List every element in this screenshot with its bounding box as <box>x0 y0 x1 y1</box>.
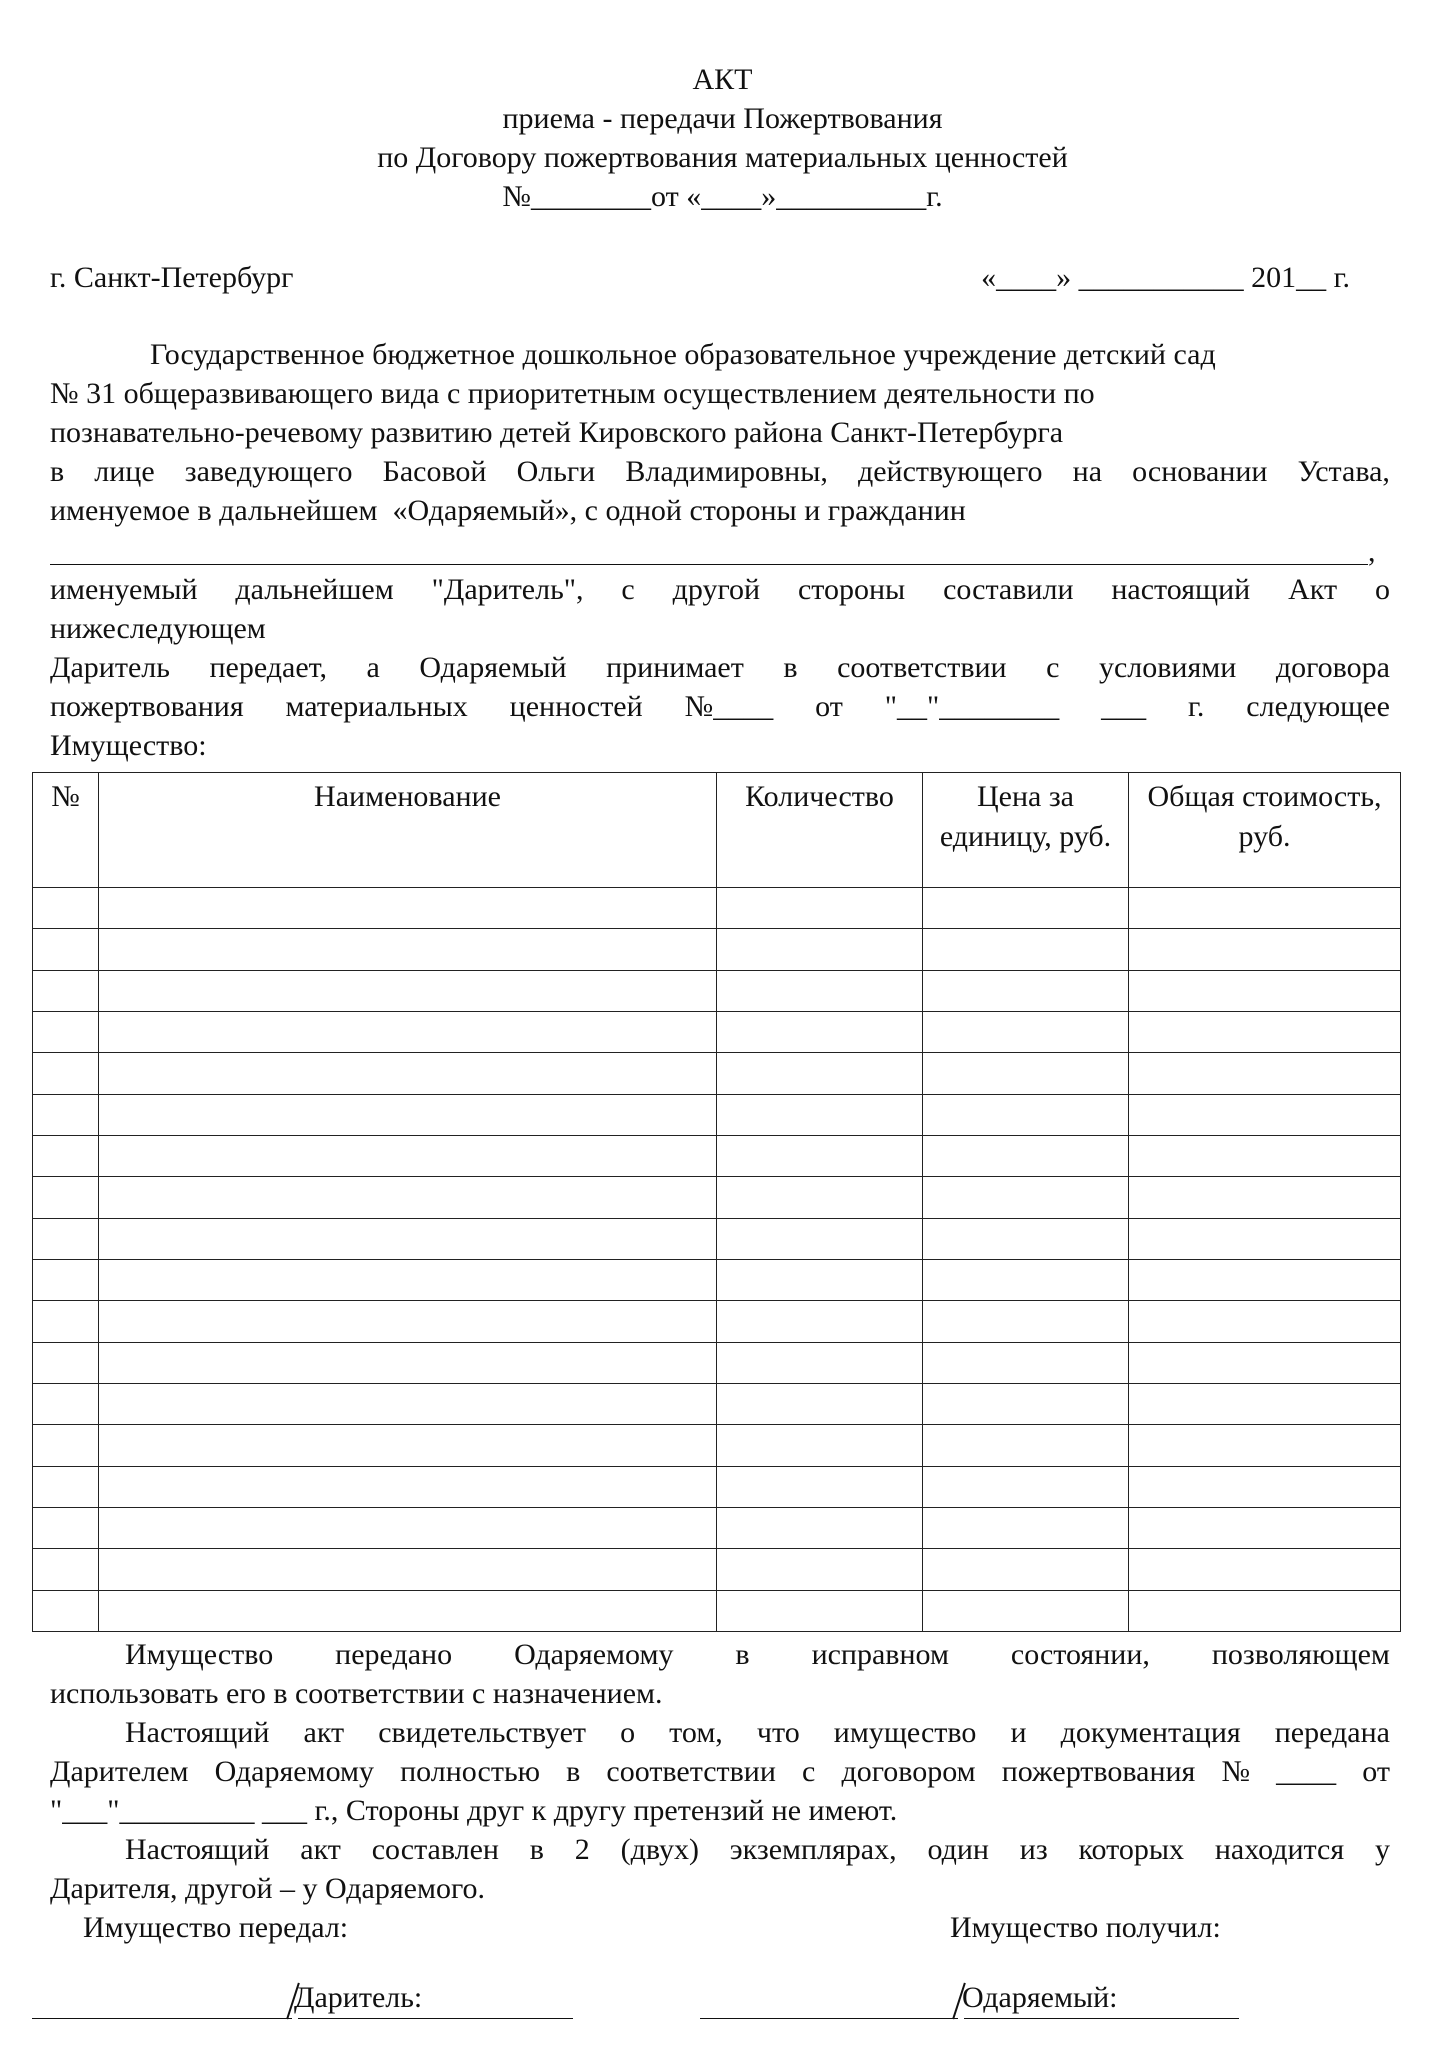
cell-total[interactable] <box>1129 1259 1401 1300</box>
word: на <box>1072 455 1103 488</box>
word: и <box>1010 1716 1027 1749</box>
word: принимает <box>606 651 744 684</box>
cell-quantity[interactable] <box>717 1383 923 1424</box>
table-row <box>33 1507 1401 1548</box>
word: заведующего <box>184 455 353 488</box>
table-row <box>33 888 1401 929</box>
table-row <box>33 1590 1401 1631</box>
cell-quantity[interactable] <box>717 1507 923 1548</box>
table-row <box>33 1383 1401 1424</box>
cell-number[interactable] <box>33 970 99 1011</box>
word: договора <box>1275 651 1390 684</box>
cell-unit-price[interactable] <box>923 1011 1129 1052</box>
word: от <box>815 690 843 723</box>
cell-number[interactable] <box>33 1053 99 1094</box>
donor-name-line[interactable] <box>298 2018 573 2019</box>
cell-total[interactable] <box>1129 1425 1401 1466</box>
table-row <box>33 1218 1401 1259</box>
word: что <box>756 1716 800 1749</box>
recipient-signature-line[interactable] <box>700 2018 958 2019</box>
col-total-header: Общая стоимость, руб. <box>1129 773 1401 888</box>
cell-unit-price[interactable] <box>923 1507 1129 1548</box>
cell-unit-price[interactable] <box>923 1549 1129 1590</box>
intro-line-4 <box>50 454 1390 490</box>
cell-number[interactable] <box>33 1507 99 1548</box>
cell-name[interactable] <box>99 929 717 970</box>
word: с <box>1046 651 1060 684</box>
word: о <box>1374 573 1390 606</box>
cell-total[interactable] <box>1129 1218 1401 1259</box>
cell-unit-price[interactable] <box>923 1053 1129 1094</box>
table-row <box>33 1053 1401 1094</box>
word: пожертвования <box>1001 1755 1196 1788</box>
cell-total[interactable] <box>1129 1383 1401 1424</box>
cell-name[interactable] <box>99 1507 717 1548</box>
cell-total[interactable] <box>1129 1549 1401 1590</box>
word: Ольги <box>516 455 596 488</box>
cell-name[interactable] <box>99 1425 717 1466</box>
word: именуемый <box>50 573 198 606</box>
cell-unit-price[interactable] <box>923 1135 1129 1176</box>
word: ___ <box>1101 690 1147 723</box>
cell-number[interactable] <box>33 1094 99 1135</box>
word: позволяющем <box>1211 1638 1390 1671</box>
word: Настоящий <box>125 1833 270 1866</box>
intro-line-8: нижеследующем <box>50 612 266 645</box>
word: соответствии <box>837 651 1007 684</box>
cell-total[interactable] <box>1129 1301 1401 1342</box>
cell-total[interactable] <box>1129 1507 1401 1548</box>
table-header-row <box>33 773 1401 888</box>
cell-number[interactable] <box>33 1259 99 1300</box>
cell-quantity[interactable] <box>717 929 923 970</box>
cell-quantity[interactable] <box>717 1053 923 1094</box>
word: в <box>529 1833 544 1866</box>
property-table <box>32 772 1401 1632</box>
table-row <box>33 929 1401 970</box>
cell-total[interactable] <box>1129 970 1401 1011</box>
cell-name[interactable] <box>99 1094 717 1135</box>
cell-number[interactable] <box>33 1549 99 1590</box>
word: Басовой <box>382 455 487 488</box>
word: Владимировны, <box>625 455 828 488</box>
closing-p3-line-1 <box>125 1832 1390 1868</box>
donor-signature-line[interactable] <box>32 2018 292 2019</box>
word: следующее <box>1246 690 1390 723</box>
citizen-name-blank[interactable] <box>50 564 1368 565</box>
cell-unit-price[interactable] <box>923 1301 1129 1342</box>
cell-name[interactable] <box>99 1135 717 1176</box>
word: стороны <box>797 573 906 606</box>
word: Устава, <box>1297 455 1390 488</box>
cell-total[interactable] <box>1129 888 1401 929</box>
table-row <box>33 1342 1401 1383</box>
table-row <box>33 1466 1401 1507</box>
word: передает, <box>209 651 327 684</box>
word: действующего <box>857 455 1043 488</box>
cell-total[interactable] <box>1129 1590 1401 1631</box>
cell-unit-price[interactable] <box>923 1590 1129 1631</box>
cell-name[interactable] <box>99 1301 717 1342</box>
cell-number[interactable] <box>33 1590 99 1631</box>
col-unit-price-header: Цена за единицу, руб. <box>923 773 1129 888</box>
intro-line-5: именуемое в дальнейшем «Одаряемый», с одной стороны и гражданин <box>50 494 966 527</box>
word: дальнейшем <box>235 573 394 606</box>
word: передано <box>335 1638 453 1671</box>
table-body <box>33 888 1401 1632</box>
intro-line-3: познавательно-речевому развитию детей Кировского района Санкт-Петербурга <box>50 416 1064 449</box>
word: № <box>1221 1755 1251 1788</box>
cell-unit-price[interactable] <box>923 929 1129 970</box>
cell-unit-price[interactable] <box>923 1218 1129 1259</box>
cell-total[interactable] <box>1129 1135 1401 1176</box>
cell-total[interactable] <box>1129 1466 1401 1507</box>
word: состоянии, <box>1010 1638 1150 1671</box>
cell-total[interactable] <box>1129 929 1401 970</box>
col-number-header: № <box>33 773 99 888</box>
word: из <box>1019 1833 1048 1866</box>
word: с <box>621 573 635 606</box>
word: у <box>1374 1833 1390 1866</box>
cell-name[interactable] <box>99 1466 717 1507</box>
table-row <box>33 1259 1401 1300</box>
intro-line-1: Государственное бюджетное дошкольное образовательное учреждение детский сад <box>150 338 1216 371</box>
intro-line-9 <box>50 650 1390 686</box>
recipient-role-label: Одаряемый: <box>962 1981 1118 2014</box>
word: полностью <box>400 1755 541 1788</box>
word: акт <box>300 1833 341 1866</box>
cell-quantity[interactable] <box>717 1425 923 1466</box>
word: составили <box>943 573 1074 606</box>
word: в <box>735 1638 750 1671</box>
cell-total[interactable] <box>1129 1177 1401 1218</box>
cell-unit-price[interactable] <box>923 970 1129 1011</box>
word: свидетельствует <box>378 1716 587 1749</box>
cell-quantity[interactable] <box>717 1177 923 1218</box>
intro-line-10 <box>50 689 1390 725</box>
word: экземплярах, <box>729 1833 897 1866</box>
intro-line-2: № 31 общеразвивающего вида с приоритетным осуществлением деятельности по <box>50 377 1095 410</box>
cell-quantity[interactable] <box>717 1342 923 1383</box>
cell-total[interactable] <box>1129 1011 1401 1052</box>
cell-name[interactable] <box>99 1259 717 1300</box>
recipient-name-line[interactable] <box>964 2018 1239 2019</box>
cell-unit-price[interactable] <box>923 888 1129 929</box>
cell-number[interactable] <box>33 1425 99 1466</box>
table-row <box>33 1177 1401 1218</box>
word: лице <box>94 455 155 488</box>
intro-line-7 <box>50 572 1390 608</box>
cell-name[interactable] <box>99 1218 717 1259</box>
word: (двух) <box>620 1833 699 1866</box>
transferred-by-caption: Имущество передал: <box>83 1911 349 1944</box>
col-name-header: Наименование <box>99 773 717 888</box>
word: имущество <box>833 1716 977 1749</box>
col-quantity-header: Количество <box>717 773 923 888</box>
word: Настоящий <box>125 1716 270 1749</box>
word: Даритель <box>50 651 170 684</box>
word: ценностей <box>509 690 643 723</box>
word: условиями <box>1098 651 1237 684</box>
word: один <box>927 1833 989 1866</box>
cell-quantity[interactable] <box>717 1301 923 1342</box>
word: том, <box>669 1716 723 1749</box>
word: материальных <box>285 690 468 723</box>
cell-name[interactable] <box>99 888 717 929</box>
word: Одаряемому <box>214 1755 374 1788</box>
cell-name[interactable] <box>99 1177 717 1218</box>
word: Акт <box>1288 573 1338 606</box>
cell-number[interactable] <box>33 1383 99 1424</box>
word: "__"________ <box>884 690 1060 723</box>
word: о <box>620 1716 636 1749</box>
cell-name[interactable] <box>99 1590 717 1631</box>
cell-number[interactable] <box>33 1466 99 1507</box>
word: а <box>366 651 380 684</box>
cell-unit-price[interactable] <box>923 1425 1129 1466</box>
word: Дарителем <box>50 1755 189 1788</box>
word: в <box>50 455 65 488</box>
table-row <box>33 1425 1401 1466</box>
table-row <box>33 1094 1401 1135</box>
cell-quantity[interactable] <box>717 970 923 1011</box>
cell-number[interactable] <box>33 1218 99 1259</box>
cell-unit-price[interactable] <box>923 1383 1129 1424</box>
word: Имущество <box>125 1638 274 1671</box>
contract-number-line: №________от «____»__________г. <box>502 180 943 213</box>
received-by-caption: Имущество получил: <box>950 1911 1221 1944</box>
cell-unit-price[interactable] <box>923 1342 1129 1383</box>
word: документация <box>1060 1716 1241 1749</box>
word: другой <box>672 573 761 606</box>
word: находится <box>1214 1833 1345 1866</box>
cell-quantity[interactable] <box>717 1259 923 1300</box>
closing-p2-line-1 <box>125 1715 1390 1751</box>
cell-quantity[interactable] <box>717 1218 923 1259</box>
cell-unit-price[interactable] <box>923 1466 1129 1507</box>
word: в <box>783 651 798 684</box>
cell-unit-price[interactable] <box>923 1177 1129 1218</box>
word: договором <box>841 1755 976 1788</box>
cell-quantity[interactable] <box>717 1011 923 1052</box>
donor-role-label: Даритель: <box>294 1981 423 2014</box>
cell-name[interactable] <box>99 1011 717 1052</box>
cell-name[interactable] <box>99 1549 717 1590</box>
closing-p1-line-2: использовать его в соответствии с назначением. <box>50 1677 663 1710</box>
cell-quantity[interactable] <box>717 1466 923 1507</box>
cell-number[interactable] <box>33 929 99 970</box>
cell-quantity[interactable] <box>717 888 923 929</box>
city: г. Санкт-Петербург <box>50 261 294 294</box>
cell-total[interactable] <box>1129 1053 1401 1094</box>
table-row <box>33 1135 1401 1176</box>
cell-number[interactable] <box>33 1342 99 1383</box>
table-row <box>33 1011 1401 1052</box>
cell-name[interactable] <box>99 1053 717 1094</box>
cell-quantity[interactable] <box>717 1590 923 1631</box>
word: г. <box>1187 690 1205 723</box>
word: акт <box>303 1716 345 1749</box>
word: составлен <box>371 1833 499 1866</box>
cell-name[interactable] <box>99 1383 717 1424</box>
cell-unit-price[interactable] <box>923 1094 1129 1135</box>
cell-name[interactable] <box>99 970 717 1011</box>
word: пожертвования <box>50 690 244 723</box>
cell-name[interactable] <box>99 1342 717 1383</box>
table-row <box>33 970 1401 1011</box>
word: ____ <box>1276 1755 1337 1788</box>
word: Одаряемый <box>419 651 567 684</box>
cell-number[interactable] <box>33 1177 99 1218</box>
intro-comma: , <box>1368 535 1376 568</box>
word: соответствии <box>606 1755 776 1788</box>
word: в <box>566 1755 581 1788</box>
word: которых <box>1078 1833 1185 1866</box>
word: №____ <box>684 690 774 723</box>
word: передана <box>1274 1716 1390 1749</box>
cell-unit-price[interactable] <box>923 1259 1129 1300</box>
intro-line-11: Имущество: <box>50 729 207 762</box>
word: с <box>802 1755 816 1788</box>
table-row <box>33 1549 1401 1590</box>
closing-p2-line-2 <box>50 1754 1390 1790</box>
word: 2 <box>574 1833 590 1866</box>
cell-number[interactable] <box>33 1135 99 1176</box>
document-title: АКТ <box>692 63 753 96</box>
word: основании <box>1132 455 1268 488</box>
document-subtitle-contract: по Договору пожертвования материальных ценностей <box>377 141 1068 174</box>
closing-p2-line-3: "___"_________ ___ г., Стороны друг к другу претензий не имеют. <box>50 1794 898 1827</box>
closing-p3-line-2: Дарителя, другой – у Одаряемого. <box>50 1872 486 1905</box>
cell-total[interactable] <box>1129 1342 1401 1383</box>
cell-number[interactable] <box>33 1011 99 1052</box>
cell-total[interactable] <box>1129 1094 1401 1135</box>
cell-quantity[interactable] <box>717 1135 923 1176</box>
word: исправном <box>811 1638 949 1671</box>
cell-quantity[interactable] <box>717 1549 923 1590</box>
cell-number[interactable] <box>33 888 99 929</box>
word: Одаряемому <box>514 1638 674 1671</box>
word: от <box>1362 1755 1390 1788</box>
word: настоящий <box>1111 573 1251 606</box>
document-subtitle: приема - передачи Пожертвования <box>502 102 943 135</box>
cell-number[interactable] <box>33 1301 99 1342</box>
word: "Даритель", <box>431 573 584 606</box>
act-date: «____» ___________ 201__ г. <box>981 261 1350 294</box>
table-row <box>33 1301 1401 1342</box>
closing-p1-line-1 <box>125 1637 1390 1673</box>
cell-quantity[interactable] <box>717 1094 923 1135</box>
